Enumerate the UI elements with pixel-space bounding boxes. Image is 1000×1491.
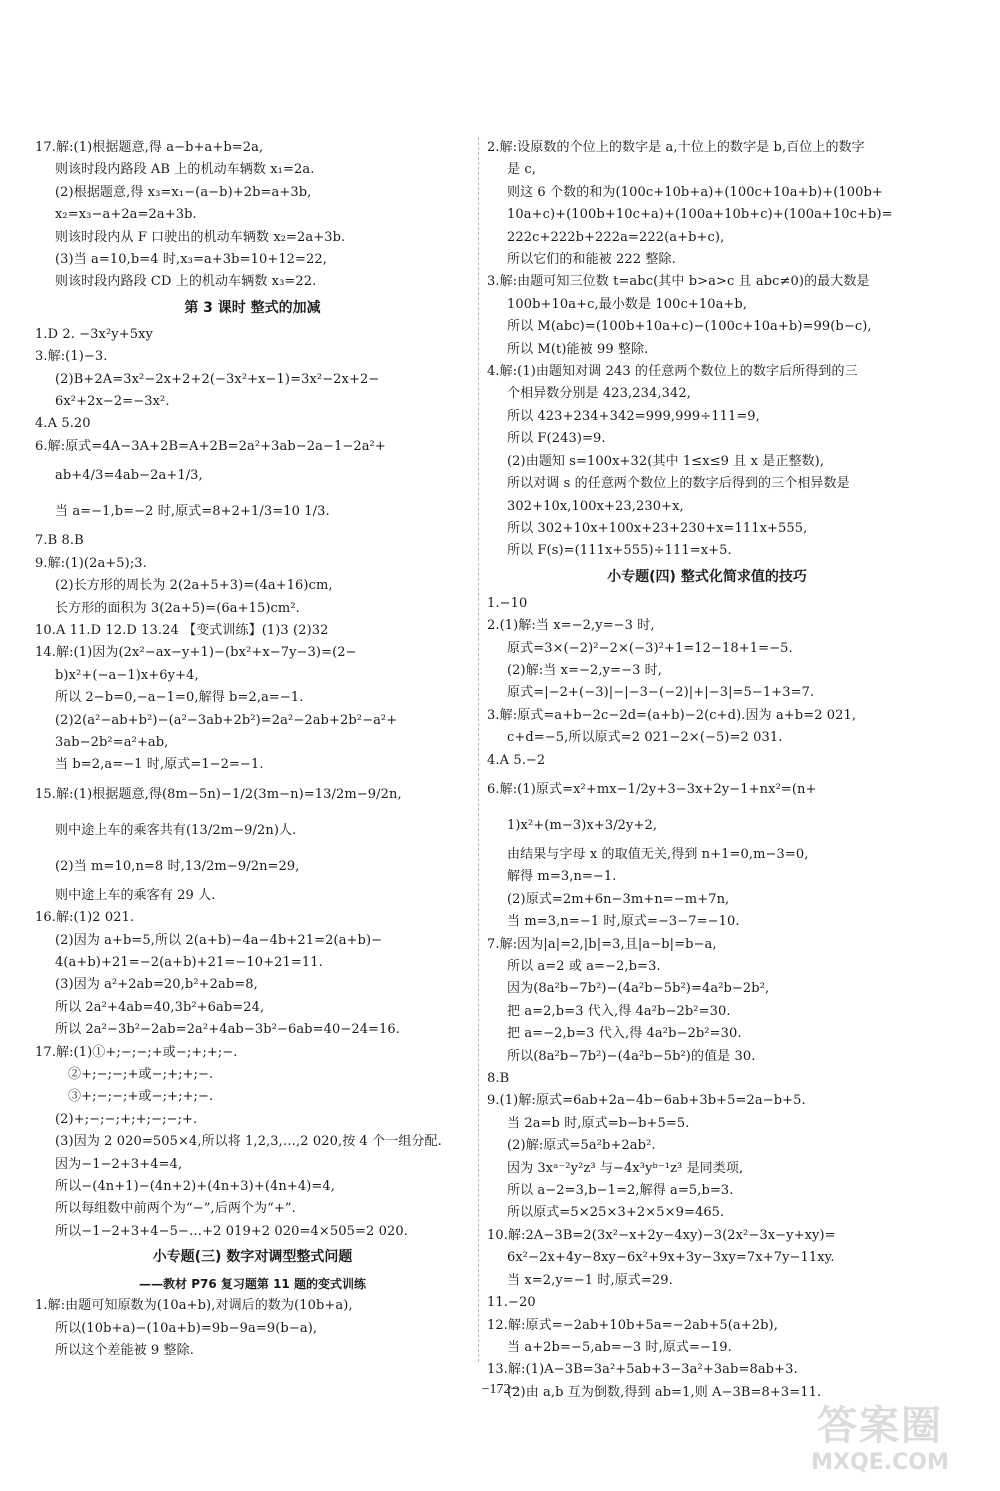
answer-line: 1.D 2. −3x²y+5xy: [35, 326, 153, 342]
answer-line: 所以对调 s 的任意两个数位上的数字后得到的三个相异数是: [507, 476, 850, 492]
answer-line: 6x²+2x−2=−3x².: [55, 394, 170, 410]
answer-line: 当 x=2,y=−1 时,原式=29.: [507, 1272, 673, 1288]
answer-line: 所以 302+10x+100x+23+230+x=111x+555,: [507, 520, 808, 536]
answer-line: 222c+222b+222a=222(a+b+c),: [507, 229, 725, 245]
answer-line: 100b+10a+c,最小数是 100c+10a+b,: [507, 296, 748, 312]
answer-line: 15.解:(1)根据题意,得(8m−5n)−1/2(3m−n)=13/2m−9/2n,: [35, 786, 402, 802]
answer-line: 4.A 5.20: [35, 416, 91, 432]
page-number: −172−: [481, 1382, 519, 1397]
answer-line: 1.−10: [487, 595, 528, 611]
answer-line: 所以这个差能被 9 整除.: [55, 1343, 194, 1359]
answer-line: (2)由 a,b 互为倒数,得到 ab=1,则 A−3B=8+3=11.: [507, 1384, 822, 1400]
answer-line: 所以(8a²b−7b²)−(4a²b−5b²)的值是 30.: [507, 1048, 756, 1064]
answer-line: 因为−1−2+3+4=4,: [55, 1156, 183, 1172]
answer-line: 1.解:由题可知原数为(10a+b),对调后的数为(10b+a),: [35, 1298, 353, 1314]
answer-line: 所以−1−2+3+4−5−…+2 019+2 020=4×505=2 020.: [55, 1223, 408, 1239]
answer-line: 4.A 5.−2: [487, 752, 546, 768]
answer-line: 原式=3×(−2)²−2×(−3)²+1=12−18+1=−5.: [507, 640, 793, 656]
answer-line: 当 a+2b=−5,ab=−3 时,原式=−19.: [507, 1339, 732, 1355]
section-heading: 小专题(三) 数字对调型整式问题: [152, 1249, 353, 1266]
answer-line: 当 m=3,n=−1 时,原式=−3−7=−10.: [507, 914, 740, 930]
answer-line: 则该时段内路段 AB 上的机动车辆数 x₁=2a.: [55, 162, 315, 178]
answer-line: 当 b=2,a=−1 时,原式=1−2=−1.: [55, 757, 264, 773]
answer-line: 8.B: [487, 1071, 510, 1087]
section-subheading: ——教材 P76 复习题第 11 题的变式训练: [139, 1277, 366, 1292]
answer-line: 则这 6 个数的和为(100c+10b+a)+(100c+10a+b)+(100b+: [507, 184, 883, 200]
answer-line: 10.解:2A−3B=2(3x²−x+2y−4xy)−3(2x²−3x−y+xy)=: [487, 1227, 836, 1243]
watermark-url: MXQE.COM: [811, 1450, 949, 1475]
answer-line: 1)x²+(m−3)x+3/2y+2,: [507, 817, 658, 833]
answer-line: (2)+;−;−;+;+;−;−;+.: [55, 1111, 198, 1127]
answer-line: (2)解:当 x=−2,y=−3 时,: [507, 662, 663, 678]
answer-line: 3.解:(1)−3.: [35, 349, 108, 365]
answer-line: 7.解:因为|a|=2,|b|=3,且|a−b|=b−a,: [487, 936, 717, 952]
answer-line: 13.解:(1)A−3B=3a²+5ab+3−3a²+3ab=8ab+3.: [487, 1362, 798, 1378]
answer-line: 16.解:(1)2 021.: [35, 910, 135, 926]
section-heading: 小专题(四) 整式化简求值的技巧: [607, 568, 807, 585]
column-divider: [478, 137, 479, 1362]
section-heading: 第 3 课时 整式的加减: [184, 299, 321, 316]
answer-line: 则中途上车的乘客共有(13/2m−9/2n)人.: [55, 822, 297, 838]
answer-line: 所以原式=5×25×3+2×5×9=465.: [507, 1205, 725, 1221]
answer-line: 11.−20: [487, 1295, 536, 1311]
answer-line: 2.解:设原数的个位上的数字是 a,十位上的数字是 b,百位上的数字: [487, 140, 865, 155]
answer-line: 10.A 11.D 12.D 13.24 【变式训练】(1)3 (2)32: [35, 622, 329, 638]
answer-line: 当 2a=b 时,原式=b−b+5=5.: [507, 1115, 690, 1131]
answer-line: 则中途上车的乘客有 29 人.: [55, 887, 216, 903]
answer-line: 7.B 8.B: [35, 533, 84, 549]
answer-line: 12.解:原式=−2ab+10b+5a=−2ab+5(a+2b),: [487, 1317, 778, 1333]
answer-line: 所以 2−b=0,−a−1=0,解得 b=2,a=−1.: [55, 690, 304, 706]
answer-line: 3.解:由题可知三位数 t=abc(其中 b>a>c 且 abc≠0)的最大数是: [487, 274, 870, 290]
answer-line: ②+;−;−;+或−;+;+;−.: [68, 1067, 214, 1082]
answer-line: x₂=x₃−a+2a=2a+3b.: [55, 207, 197, 223]
answer-line: (3)因为 a²+2ab=20,b²+2ab=8,: [55, 977, 258, 993]
answer-line: 把 a=2,b=3 代入,得 4a²b−2b²=30.: [507, 1003, 731, 1019]
answer-line: 6.解:(1)原式=x²+mx−1/2y+3−3x+2y−1+nx²=(n+: [487, 781, 817, 797]
answer-line: 所以 2a²+4ab=40,3b²+6ab=24,: [55, 999, 265, 1015]
left-column: [35, 137, 470, 1362]
answer-line: 是 c,: [507, 162, 536, 178]
answer-line: 所以 2a²−3b²−2ab=2a²+4ab−3b²−6ab=40−24=16.: [55, 1022, 401, 1038]
answer-line: c+d=−5,所以原式=2 021−2×(−5)=2 031.: [507, 730, 783, 746]
answer-line: 所以−(4n+1)−(4n+2)+(4n+3)+(4n+4)=4,: [55, 1179, 335, 1195]
answer-line: 14.解:(1)因为(2x²−ax−y+1)−(bx²+x−7y−3)=(2−: [35, 645, 357, 661]
answer-line: 9.解:(1)(2a+5);3.: [35, 555, 147, 571]
answer-line: (2)当 m=10,n=8 时,13/2m−9/2n=29,: [55, 858, 300, 874]
answer-line: (2)解:原式=5a²b+2ab².: [507, 1138, 656, 1154]
answer-line: ab+4/3=4ab−2a+1/3,: [55, 468, 203, 484]
answer-line: 17.解:(1)根据题意,得 a−b+a+b=2a,: [35, 140, 264, 155]
answer-line: (3)当 a=10,b=4 时,x₃=a+3b=10+12=22,: [55, 252, 328, 268]
answer-line: 6x²−2x+4y−8xy−6x²+9x+3y−3xy=7x+7y−11xy.: [507, 1250, 835, 1266]
answer-line: 所以 M(abc)=(100b+10a+c)−(100c+10a+b)=99(b−c),: [507, 319, 872, 335]
answer-line: 17.解:(1)①+;−;−;+或−;+;+;−.: [35, 1044, 238, 1060]
answer-line: 6.解:原式=4A−3A+2B=A+2B=2a²+3ab−2a−1−2a²+: [35, 438, 386, 454]
answer-line: 因为(8a²b−7b²)−(4a²b−5b²)=4a²b−2b²,: [507, 981, 770, 997]
answer-line: 302+10x,100x+23,230+x,: [507, 498, 684, 514]
watermark-logo: 答案圈: [817, 1403, 943, 1449]
answer-line: 则该时段内从 F 口驶出的机动车辆数 x₂=2a+3b.: [55, 229, 346, 245]
answer-line: (2)由题知 s=100x+32(其中 1≤x≤9 且 x 是正整数),: [507, 453, 825, 469]
answer-line: (2)原式=2m+6n−3m+n=−m+7n,: [507, 891, 730, 907]
answer-line: 解得 m=3,n=−1.: [507, 869, 617, 885]
answer-line: 把 a=−2,b=3 代入,得 4a²b−2b²=30.: [507, 1026, 742, 1042]
answer-line: 所以它们的和能被 222 整除.: [507, 252, 676, 268]
answer-line: 所以 a−2=3,b−1=2,解得 a=5,b=3.: [507, 1183, 734, 1199]
answer-line: 10a+c)+(100b+10c+a)+(100a+10b+c)+(100a+10c+b)=: [507, 207, 893, 223]
answer-line: 所以 M(t)能被 99 整除.: [507, 341, 649, 357]
answer-line: 当 a=−1,b=−2 时,原式=8+2+1/3=10 1/3.: [55, 504, 330, 520]
watermark: [780, 1402, 980, 1482]
answer-line: (2)长方形的周长为 2(2a+5+3)=(4a+16)cm,: [55, 578, 333, 594]
answer-line: (2)根据题意,得 x₃=x₁−(a−b)+2b=a+3b,: [55, 184, 312, 200]
answer-line: 则该时段内路段 CD 上的机动车辆数 x₃=22.: [55, 274, 317, 290]
answer-line: 3.解:原式=a+b−2c−2d=(a+b)−2(c+d).因为 a+b=2 021,: [487, 707, 857, 723]
answer-line: 9.(1)解:原式=6ab+2a−4b−6ab+3b+5=2a−b+5.: [487, 1093, 806, 1109]
answer-line: (2)2(a²−ab+b²)−(a²−3ab+2b²)=2a²−2ab+2b²−a²+: [55, 712, 398, 728]
answer-line: 由结果与字母 x 的取值无关,得到 n+1=0,m−3=0,: [507, 846, 809, 862]
answer-line: b)x²+(−a−1)x+6y+4,: [55, 667, 199, 683]
answer-line: 所以每组数中前两个为“−”,后两个为“+”.: [55, 1201, 296, 1217]
right-column: [487, 137, 927, 1404]
answer-line: 所以(10b+a)−(10a+b)=9b−9a=9(b−a),: [55, 1320, 318, 1336]
answer-line: 所以 a=2 或 a=−2,b=3.: [507, 959, 661, 974]
answer-line: 4.解:(1)由题知对调 243 的任意两个数位上的数字后所得到的三: [487, 364, 858, 380]
answer-line: 长方形的面积为 3(2a+5)=(6a+15)cm².: [55, 600, 300, 616]
answer-line: 2.(1)解:当 x=−2,y=−3 时,: [487, 618, 655, 634]
answer-line: 个相异数分别是 423,234,342,: [507, 386, 691, 402]
answer-line: 因为 3xᵃ⁻²y²z³ 与−4x³yᵇ⁻¹z³ 是同类项,: [507, 1160, 744, 1176]
answer-line: 3ab−2b²=a²+ab,: [55, 734, 169, 750]
answer-line: 所以 F(243)=9.: [507, 431, 606, 447]
answer-line: 所以 423+234+342=999,999÷111=9,: [507, 408, 760, 424]
answer-line: (2)B+2A=3x²−2x+2+2(−3x²+x−1)=3x²−2x+2−: [55, 371, 380, 387]
answer-line: ③+;−;−;+或−;+;+;−.: [68, 1089, 214, 1105]
answer-line: (3)因为 2 020=505×4,所以将 1,2,3,…,2 020,按 4 个一组分配.: [55, 1134, 442, 1150]
answer-line: 4(a+b)+21=−2(a+b)+21=−10+21=11.: [55, 954, 323, 970]
answer-line: 原式=|−2+(−3)|−|−3−(−2)|+|−3|=5−1+3=7.: [507, 685, 815, 701]
answer-line: 所以 F(s)=(111x+555)÷111=x+5.: [507, 543, 732, 559]
answer-line: (2)因为 a+b=5,所以 2(a+b)−4a−4b+21=2(a+b)−: [55, 932, 383, 948]
